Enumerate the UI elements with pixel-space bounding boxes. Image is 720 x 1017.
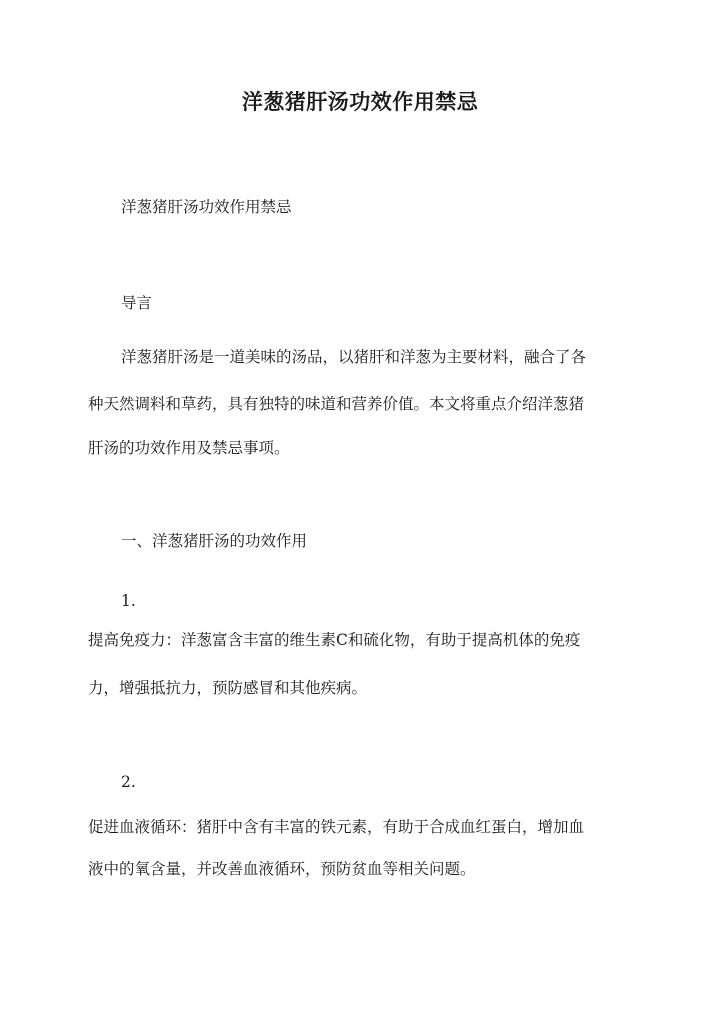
section-heading: 一、洋葱猪肝汤的功效作用 <box>121 532 308 550</box>
item-line: 提高免疫力：洋葱富含丰富的维生素C和硫化物，有助于提高机体的免疫 <box>88 631 581 649</box>
item-number: 1. <box>121 592 136 610</box>
item-line: 促进血液循环：猪肝中含有丰富的铁元素，有助于合成血红蛋白，增加血 <box>88 818 585 836</box>
intro-line: 种天然调料和草药，具有独特的味道和营养价值。本文将重点介绍洋葱猪 <box>88 395 585 413</box>
intro-line: 肝汤的功效作用及禁忌事项。 <box>88 439 290 457</box>
item-line: 力，增强抵抗力，预防感冒和其他疾病。 <box>88 679 368 697</box>
intro-line: 洋葱猪肝汤是一道美味的汤品，以猪肝和洋葱为主要材料，融合了各 <box>121 348 587 366</box>
document-subtitle: 洋葱猪肝汤功效作用禁忌 <box>121 198 292 216</box>
intro-heading: 导言 <box>121 294 153 312</box>
document-title: 洋葱猪肝汤功效作用禁忌 <box>241 89 479 114</box>
item-line: 液中的氧含量，并改善血液循环，预防贫血等相关问题。 <box>88 860 476 878</box>
item-number: 2. <box>121 773 136 791</box>
